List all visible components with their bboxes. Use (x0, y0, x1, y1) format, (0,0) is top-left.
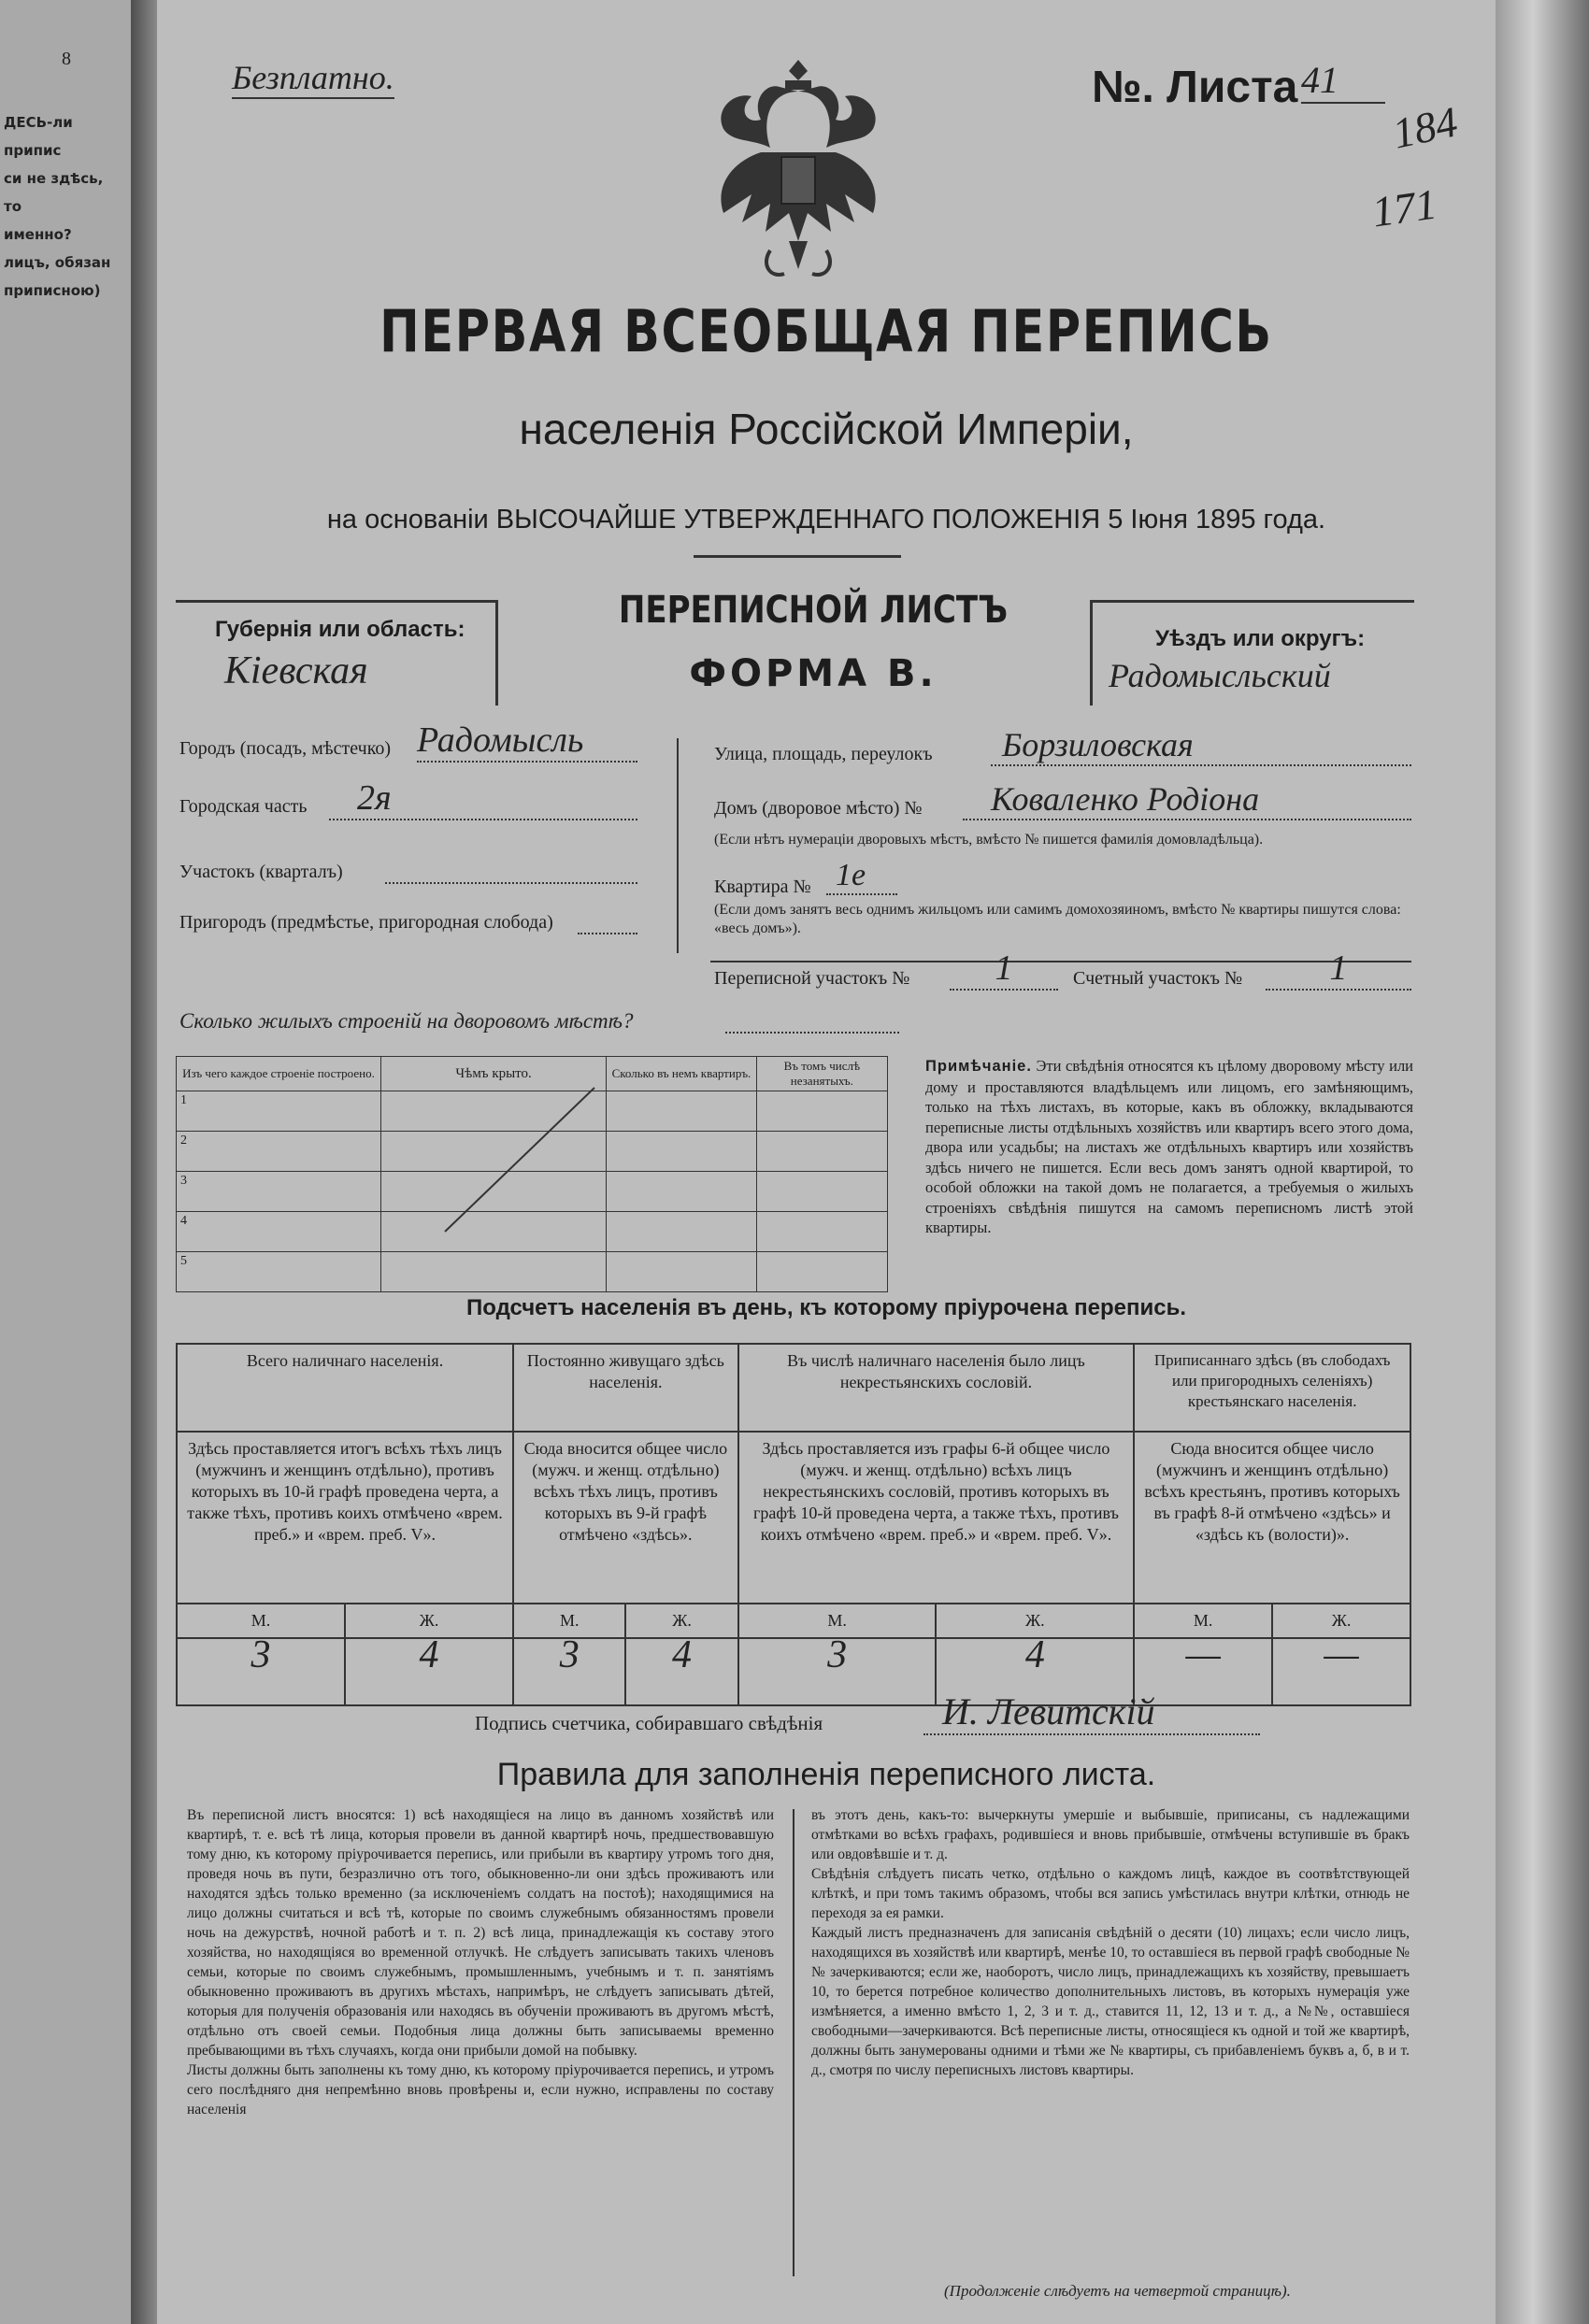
building-row-number: 3 (177, 1172, 381, 1212)
count-nonpeasant-female: 4 (936, 1638, 1134, 1705)
building-row-number: 2 (177, 1132, 381, 1172)
count-desc-registered: Сюда вносится общее число (мужчинъ и женщинъ отдѣльно) всѣхъ крестьянъ, противъ которыхъ въ графѣ 8-й отмѣчено «здѣсь» и «здѣсь къ (волости)». (1134, 1432, 1410, 1604)
rules-title: Правила для заполненія переписного листа. (496, 1757, 1156, 1792)
double-headed-eagle-icon (695, 54, 901, 288)
building-row-number: 5 (177, 1252, 381, 1292)
apartment-note: (Если домъ занятъ весь однимъ жильцомъ или самимъ домохозяиномъ, вмѣсто № квартиры пишутся слова: «весь домъ»). (714, 902, 1401, 936)
rules-right-column: въ этотъ день, какъ-то: вычеркнуты умершіе и выбывшіе, приписаны, съ надлежащими отмѣтками во всѣхъ графахъ, родившіеся и вновь прибывшіе, отмѣчены вступившіе въ бракъ или овдовѣвшіе и т. д. Свѣдѣнія слѣдуетъ писать четко, отдѣльно о каждомъ лицѣ, каждое въ соотвѣтствующей клѣткѣ, и при томъ такимъ образомъ, чтобы вся запись умѣстилась внутри клѣтки, отнюдь не переходя за ея рамки. Каждый листъ предназначенъ для записанія свѣдѣній о десяти (10) лицахъ; если число лицъ, находящихся въ хозяйствѣ или квартирѣ, менѣе 10, то оставшіеся въ первой графѣ свободные №№ зачеркиваются; если же, наоборотъ, число лицъ, принадлежащихъ къ хозяйству, превышаетъ 10, то берется потребное количество дополнительныхъ листовъ, въ которыхъ нумерація уже измѣняется, а именно вмѣсто 1, 2, 3 и т. д., ставится 11, 12, 13 и т. д., а №№, оставшіеся свободными—зачеркиваются. Всѣ переписные листы, относящіеся къ одной и той же квартирѣ, должны быть занумерованы одними и тѣми же № квартиры, съ прибавленіемъ буквъ а, б, в и т. д., смотря по числу переписныхъ листовъ квартиры. (811, 1807, 1410, 2078)
fragment-line: именно? (4, 226, 72, 243)
building-row-number: 4 (177, 1212, 381, 1252)
buildings-note (925, 1056, 1413, 1238)
free-label: Безплатно. (232, 58, 394, 99)
count-area-value: 1 (1266, 948, 1411, 991)
fragment-line: лицъ, обязан (4, 254, 111, 271)
title-rule (694, 555, 901, 558)
count-permanent-female: 4 (625, 1638, 737, 1705)
margin-number-bottom: 171 (1368, 179, 1440, 236)
count-area-label: Счетный участокъ № (1073, 968, 1243, 989)
subtitle: населенія Россійской Имперіи, (519, 405, 1134, 453)
sheet-number-value: 41 (1301, 58, 1385, 104)
apartment-label: Квартира № (714, 877, 811, 897)
male-header: М. (1134, 1604, 1272, 1638)
note-text: Эти свѣдѣнія относятся къ цѣлому дворовому мѣсту или дому и проставляются владѣльцемъ или лицомъ, его замѣняющимъ, только на тѣхъ листахъ, въ которые, какъ въ обложку, вкладываются переписные листы отдѣльныхъ хозяйствъ или квартиръ всего этого дома, двора или усадьбы; на листахъ же отдѣльныхъ квартиръ или хозяйствъ здѣсь ничего не пишется. Если весь домъ занятъ одной квартирой, то особой обложки на такой домъ не полагается, а требуемыя о жилыхъ строеніяхъ свѣдѣнія пишутся на самомъ переписномъ листѣ этой квартиры. (925, 1057, 1414, 1236)
gubernia-value: Кіевская (224, 649, 368, 692)
count-desc-present: Здѣсь проставляется итогъ всѣхъ тѣхъ лицъ (мужчинъ и женщинъ отдѣльно), противъ которыхъ въ 10-й графѣ проведена черта, а также тѣхъ, противъ коихъ отмѣчено «врем. преб.» и «врем. преб. V». (177, 1432, 513, 1604)
previous-page-strip (0, 0, 134, 2324)
previous-page-number: 8 (62, 49, 71, 69)
census-area-label: Переписной участокъ № (714, 968, 910, 989)
suburb-label: Пригородъ (предмѣстье, пригородная слобода) (179, 912, 553, 933)
previous-page-fragments (4, 108, 125, 305)
house-value: Коваленко Родіона (963, 779, 1411, 820)
count-title: Подсчетъ населенія въ день, къ которому пріурочена перепись. (466, 1295, 1186, 1320)
rules-continued: (Продолженіе слѣдуетъ на четвертой страницѣ). (944, 2282, 1291, 2300)
form-title: ПЕРЕПИСНОЙ ЛИСТЪ (618, 589, 1009, 632)
female-header: Ж. (345, 1604, 513, 1638)
binding-gutter (131, 0, 157, 2324)
count-head-present: Всего наличнаго населенія. (177, 1344, 513, 1432)
signature-label: Подпись счетчика, собиравшаго свѣдѣнія (475, 1712, 823, 1734)
buildings-header-roof: Чѣмъ крыто. (381, 1057, 607, 1091)
address-divider (677, 738, 679, 953)
buildings-header-material: Изъ чего каждое строеніе построено. (177, 1057, 381, 1091)
fragment-line: ДЕСЬ-ли припис (4, 114, 73, 159)
female-header: Ж. (936, 1604, 1134, 1638)
city-part-label: Городская часть (179, 796, 308, 817)
population-count-table (176, 1343, 1411, 1706)
note-lead: Примѣчаніе. (925, 1058, 1032, 1075)
form-label: ФОРМА В. (689, 652, 938, 695)
signature-value: И. Левитскій (923, 1690, 1260, 1735)
house-label: Домъ (дворовое мѣсто) № (714, 798, 923, 819)
city-label: Городъ (посадъ, мѣстечко) (179, 738, 392, 759)
district-label: Участокъ (кварталъ) (179, 862, 343, 882)
fragment-line: приписною) (4, 282, 101, 299)
apartment-value: 1е (826, 858, 897, 895)
margin-number-top: 184 (1388, 97, 1462, 158)
male-header: М. (177, 1604, 345, 1638)
buildings-strike-line (421, 1075, 608, 1243)
sheet-number-label: №. Листа (1092, 63, 1298, 112)
buildings-header-apartments: Сколько въ немъ квартиръ. (607, 1057, 756, 1091)
count-desc-permanent: Сюда вносится общее число (мужч. и женщ. отдѣльно) всѣхъ тѣхъ лицъ, противъ которыхъ въ 9-й графѣ отмѣчено «здѣсь». (513, 1432, 738, 1604)
stacked-page-edges (1496, 0, 1589, 2324)
census-area-value: 1 (950, 948, 1058, 991)
street-label: Улица, площадь, переулокъ (714, 744, 933, 764)
male-header: М. (513, 1604, 625, 1638)
count-head-nonpeasant: Въ числѣ наличнаго населенія было лицъ некрестьянскихъ сословій. (738, 1344, 1135, 1432)
count-head-registered: Приписаннаго здѣсь (въ слободахъ или пригородныхъ селеніяхъ) крестьянскаго населенія. (1134, 1344, 1410, 1432)
buildings-answer-line (725, 1032, 899, 1034)
female-header: Ж. (625, 1604, 737, 1638)
count-head-permanent: Постоянно живущаго здѣсь населенія. (513, 1344, 738, 1432)
count-registered-male: — (1134, 1638, 1272, 1705)
count-desc-nonpeasant: Здѣсь проставляется изъ графы 6-й общее число (мужч. и женщ. отдѣльно) всѣхъ лицъ некрестьянскихъ сословій, противъ которыхъ въ графѣ 10-й проведена черта, а также тѣхъ, противъ коихъ отмѣчено «врем. преб.» и «врем. преб. V». (738, 1432, 1135, 1604)
fragment-line: си не здѣсь, то (4, 170, 104, 215)
count-registered-female: — (1272, 1638, 1410, 1705)
city-part-value: 2я (329, 777, 637, 820)
suburb-line (578, 933, 637, 934)
uezd-value: Радомысльский (1109, 657, 1331, 694)
basis-line: на основаніи ВЫСОЧАЙШЕ УТВЕРЖДЕННАГО ПОЛОЖЕНІЯ 5 Іюня 1895 года. (326, 505, 1326, 535)
male-header: М. (738, 1604, 937, 1638)
count-permanent-male: 3 (513, 1638, 625, 1705)
rules-left-column: Въ переписной листъ вносятся: 1) всѣ находящіеся на лицо въ данномъ хозяйствѣ или квартирѣ, т. е. всѣ тѣ лица, которыя провели въ данной квартирѣ ночь, предшествовавшую тому дню, къ которому пріурочивается перепись, или прибыли въ квартиру утромъ того дня, проведя ночь въ пути, безразлично отъ того, обыкновенно-ли они здѣсь проживаютъ или находятся здѣсь только временно (за исключеніемъ солдатъ на постоѣ); находящимися на лицо должны считаться и всѣ тѣ, которые по своимъ служебнымъ обязанностямъ провели ночь на дежурствѣ, ночной работѣ и т. п. 2) всѣ лица, принадлежащія къ составу этого хозяйства, но находящіяся во временной отлучкѣ. Не слѣдуетъ записывать такихъ членовъ семьи, которые по своимъ служебнымъ, промышленнымъ, учебнымъ и т. п. занятіямъ обыкновенно проживаютъ въ другихъ мѣстахъ, напримѣръ, не слѣдуетъ записывать дѣтей, которыя для полученія образованія или находясь въ обученіи проживаютъ въ другомъ мѣстѣ, отдѣльно отъ своей семьи. Подобныя лица должны быть записываемы временно пребывающими въ тѣхъ случаяхъ, когда они прибыли домой на побывку. Листы должны быть заполнены къ тому дню, къ которому пріурочивается перепись, и утромъ сего послѣдняго дня непремѣнно вновь провѣрены и, если нужно, исправлены по составу населенія (187, 1807, 774, 2117)
building-row-number: 1 (177, 1091, 381, 1132)
main-title: ПЕРВАЯ ВСЕОБЩАЯ ПЕРЕПИСЬ (379, 297, 1273, 365)
city-value: Радомысль (417, 720, 637, 763)
uezd-label: Уѣздъ или округъ: (1155, 626, 1366, 651)
count-present-male: 3 (177, 1638, 345, 1705)
count-present-female: 4 (345, 1638, 513, 1705)
gubernia-label: Губернія или область: (215, 617, 465, 642)
district-line (385, 882, 637, 884)
buildings-question: Сколько жилыхъ строеній на дворовомъ мѣстѣ? (179, 1009, 634, 1033)
count-nonpeasant-male: 3 (738, 1638, 937, 1705)
house-note: (Если нѣтъ нумераціи дворовыхъ мѣстъ, вмѣсто № пишется фамилія домовладѣльца). (714, 832, 1264, 848)
street-value: Борзиловская (991, 725, 1411, 766)
rules-divider (793, 1809, 794, 2276)
buildings-header-vacant: Въ томъ числѣ незанятыхъ. (756, 1057, 887, 1091)
female-header: Ж. (1272, 1604, 1410, 1638)
